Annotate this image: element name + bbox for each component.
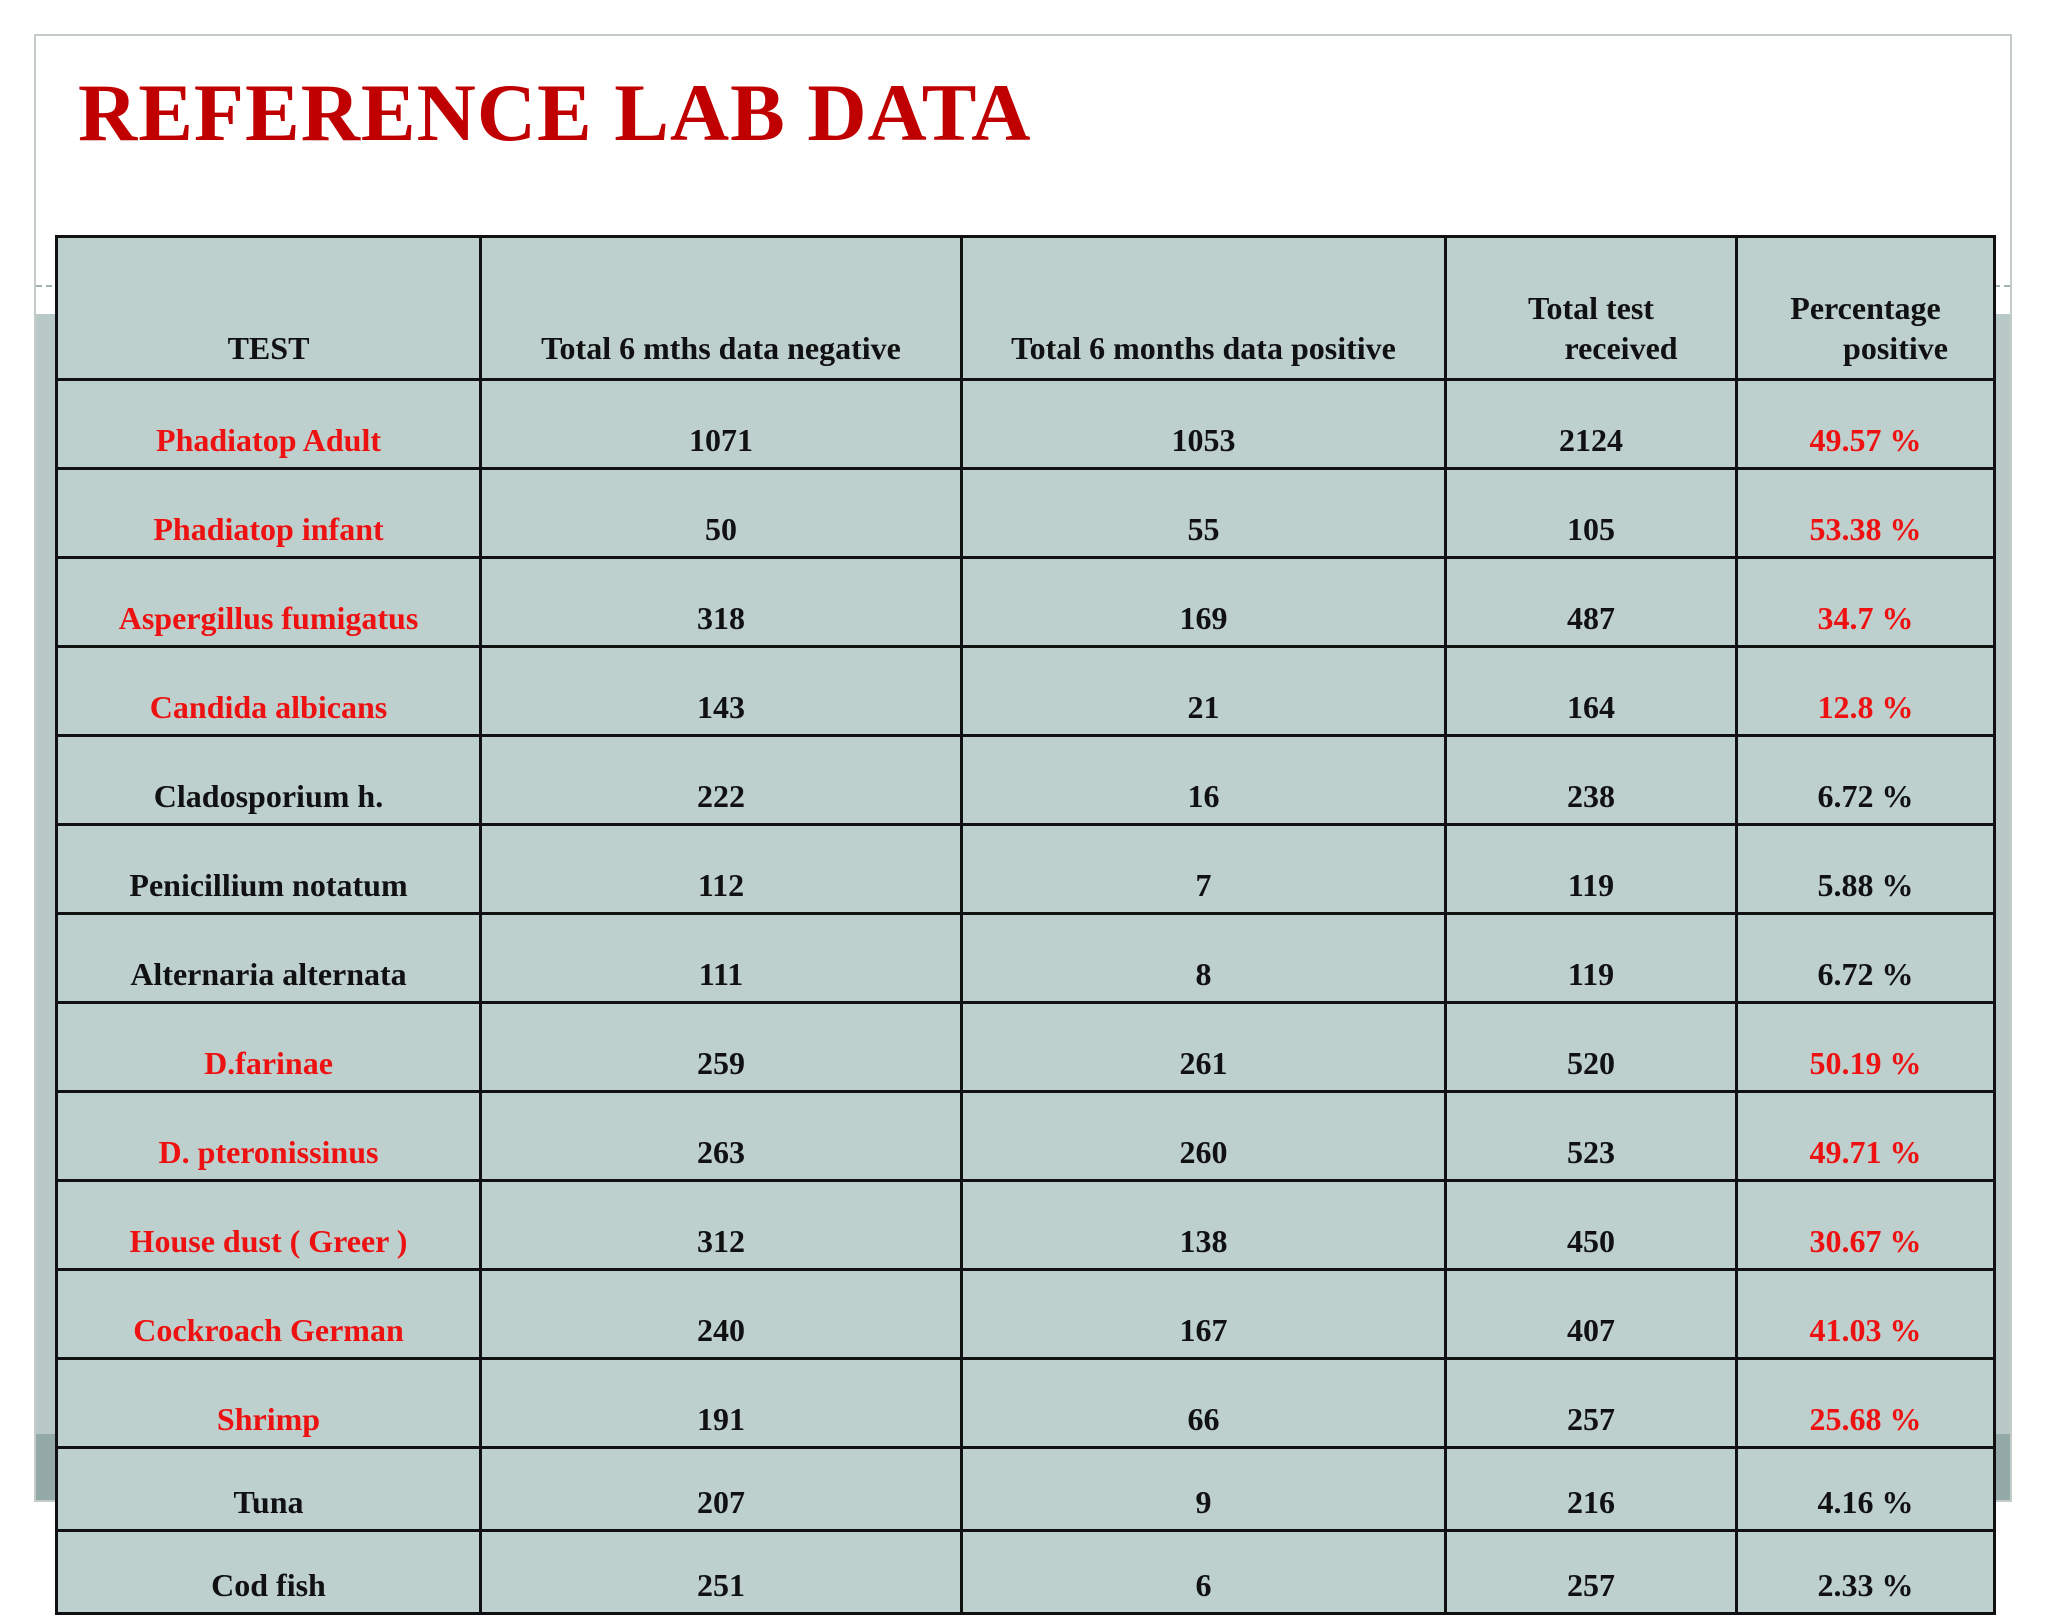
cell-test: D.farinae	[57, 1003, 481, 1092]
header-received	[1446, 237, 1737, 380]
cell-percentage: 49.71 %	[1737, 1092, 1995, 1181]
table-row	[57, 914, 1995, 1003]
table-header-row	[57, 237, 1995, 380]
cell-received: 487	[1446, 558, 1737, 647]
cell-received: 119	[1446, 825, 1737, 914]
cell-positive: 6	[962, 1531, 1446, 1614]
cell-received: 257	[1446, 1359, 1737, 1448]
table-row	[57, 1359, 1995, 1448]
cell-positive: 1053	[962, 380, 1446, 469]
cell-positive: 55	[962, 469, 1446, 558]
cell-negative: 112	[481, 825, 962, 914]
table-row	[57, 647, 1995, 736]
cell-positive: 16	[962, 736, 1446, 825]
table-row	[57, 1270, 1995, 1359]
cell-received: 523	[1446, 1092, 1737, 1181]
cell-percentage: 6.72 %	[1737, 914, 1995, 1003]
cell-percentage: 34.7 %	[1737, 558, 1995, 647]
cell-positive: 261	[962, 1003, 1446, 1092]
cell-received: 216	[1446, 1448, 1737, 1531]
cell-received: 407	[1446, 1270, 1737, 1359]
cell-test: Candida albicans	[57, 647, 481, 736]
cell-percentage: 53.38 %	[1737, 469, 1995, 558]
cell-test: Alternaria alternata	[57, 914, 481, 1003]
table-row	[57, 558, 1995, 647]
cell-negative: 111	[481, 914, 962, 1003]
cell-negative: 312	[481, 1181, 962, 1270]
cell-received: 238	[1446, 736, 1737, 825]
header-positive: Total 6 months data positive	[962, 237, 1446, 380]
header-received-line2: received	[1564, 330, 1678, 366]
table-row	[57, 1092, 1995, 1181]
cell-percentage: 6.72 %	[1737, 736, 1995, 825]
cell-received: 164	[1446, 647, 1737, 736]
cell-test: Phadiatop infant	[57, 469, 481, 558]
cell-percentage: 49.57 %	[1737, 380, 1995, 469]
cell-negative: 207	[481, 1448, 962, 1531]
cell-test: Cladosporium h.	[57, 736, 481, 825]
cell-percentage: 5.88 %	[1737, 825, 1995, 914]
header-percentage-line2: positive	[1843, 330, 1948, 366]
header-negative: Total 6 mths data negative	[481, 237, 962, 380]
page-title: REFERENCE LAB DATA	[78, 67, 1032, 158]
cell-negative: 1071	[481, 380, 962, 469]
cell-negative: 50	[481, 469, 962, 558]
cell-percentage: 2.33 %	[1737, 1531, 1995, 1614]
cell-test: D. pteronissinus	[57, 1092, 481, 1181]
cell-received: 520	[1446, 1003, 1737, 1092]
cell-negative: 222	[481, 736, 962, 825]
cell-negative: 240	[481, 1270, 962, 1359]
cell-received: 450	[1446, 1181, 1737, 1270]
cell-percentage: 41.03 %	[1737, 1270, 1995, 1359]
cell-negative: 143	[481, 647, 962, 736]
table-row	[57, 825, 1995, 914]
cell-negative: 251	[481, 1531, 962, 1614]
cell-positive: 9	[962, 1448, 1446, 1531]
cell-test: Aspergillus fumigatus	[57, 558, 481, 647]
cell-positive: 167	[962, 1270, 1446, 1359]
cell-percentage: 50.19 %	[1737, 1003, 1995, 1092]
table-row	[57, 469, 1995, 558]
table-row	[57, 736, 1995, 825]
cell-percentage: 30.67 %	[1737, 1181, 1995, 1270]
table-row	[57, 1181, 1995, 1270]
cell-received: 2124	[1446, 380, 1737, 469]
cell-negative: 259	[481, 1003, 962, 1092]
table-row	[57, 1531, 1995, 1614]
cell-test: Phadiatop Adult	[57, 380, 481, 469]
cell-percentage: 12.8 %	[1737, 647, 1995, 736]
cell-positive: 260	[962, 1092, 1446, 1181]
header-percentage	[1737, 237, 1995, 380]
table-row	[57, 380, 1995, 469]
lab-data-table	[55, 235, 1996, 1615]
cell-percentage: 4.16 %	[1737, 1448, 1995, 1531]
cell-test: Cockroach German	[57, 1270, 481, 1359]
cell-percentage: 25.68 %	[1737, 1359, 1995, 1448]
cell-negative: 263	[481, 1092, 962, 1181]
cell-received: 257	[1446, 1531, 1737, 1614]
header-received-line1: Total test	[1528, 290, 1654, 326]
cell-positive: 169	[962, 558, 1446, 647]
cell-negative: 191	[481, 1359, 962, 1448]
cell-positive: 138	[962, 1181, 1446, 1270]
cell-test: Tuna	[57, 1448, 481, 1531]
cell-negative: 318	[481, 558, 962, 647]
cell-test: House dust ( Greer )	[57, 1181, 481, 1270]
cell-test: Cod fish	[57, 1531, 481, 1614]
cell-positive: 21	[962, 647, 1446, 736]
cell-positive: 7	[962, 825, 1446, 914]
table-row	[57, 1448, 1995, 1531]
cell-positive: 66	[962, 1359, 1446, 1448]
cell-received: 119	[1446, 914, 1737, 1003]
cell-test: Penicillium notatum	[57, 825, 481, 914]
table-body	[57, 380, 1995, 1614]
table-row	[57, 1003, 1995, 1092]
header-percentage-line1: Percentage	[1790, 290, 1941, 326]
cell-received: 105	[1446, 469, 1737, 558]
cell-test: Shrimp	[57, 1359, 481, 1448]
header-test: TEST	[57, 237, 481, 380]
cell-positive: 8	[962, 914, 1446, 1003]
